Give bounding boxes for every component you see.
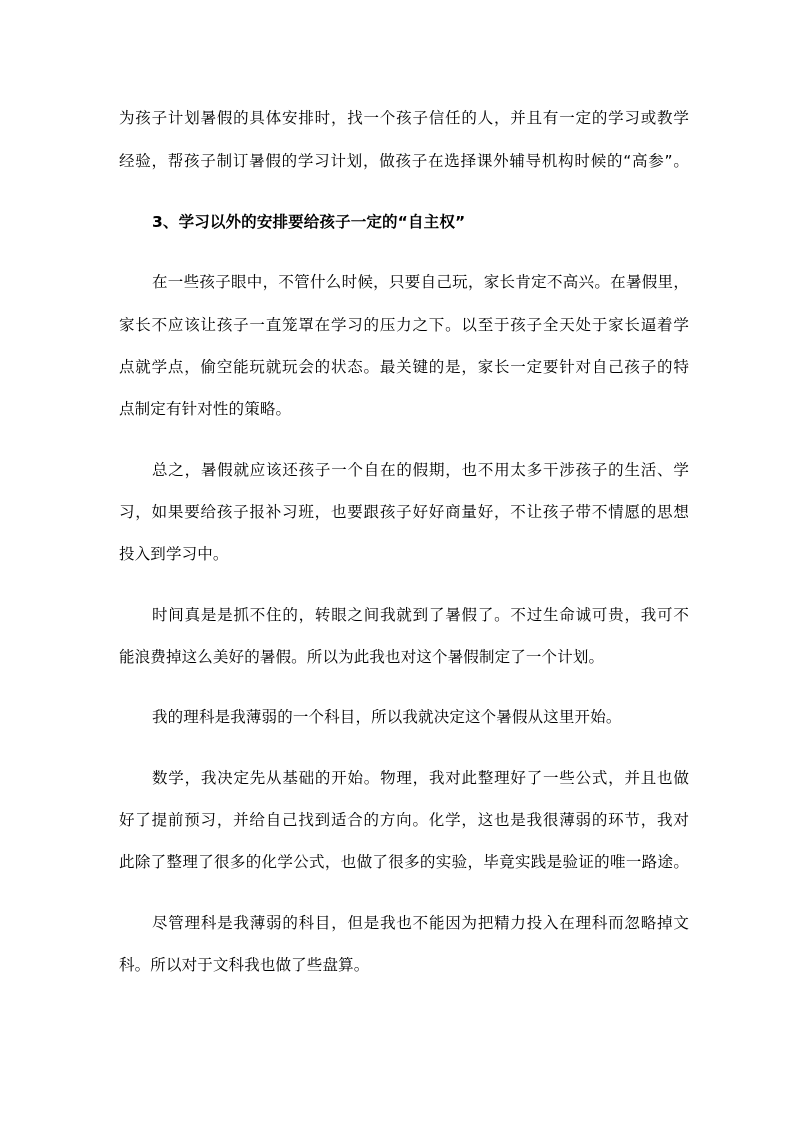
paragraph-line: 投入到学习中。 <box>119 545 229 563</box>
paragraph-line: 我的理科是我薄弱的一个科目，所以我就决定这个暑假从这里开始。 <box>152 708 622 726</box>
paragraph-line: 好了提前预习，并给自己找到适合的方向。化学，这也是我很薄弱的环节，我对 <box>119 811 689 829</box>
paragraph-line: 此除了整理了很多的化学公式，也做了很多的实验，毕竟实践是验证的唯一路途。 <box>119 853 689 871</box>
paragraph-line: 能浪费掉这么美好的暑假。所以为此我也对这个暑假制定了一个计划。 <box>119 648 605 666</box>
paragraph-line: 总之，暑假就应该还孩子一个自在的假期，也不用太多干涉孩子的生活、学 <box>152 461 689 479</box>
paragraph-line: 点就学点，偷空能玩就玩会的状态。最关键的是，家长一定要针对自己孩子的特 <box>119 358 689 376</box>
paragraph-line: 科。所以对于文科我也做了些盘算。 <box>119 956 370 974</box>
paragraph-line: 习，如果要给孩子报补习班，也要跟孩子好好商量好，不让孩子带不情愿的思想 <box>119 503 689 521</box>
section-heading: 3、学习以外的安排要给孩子一定的“自主权” <box>152 213 466 231</box>
paragraph-line: 时间真是是抓不住的，转眼之间我就到了暑假了。不过生命诚可贵，我可不 <box>152 606 689 624</box>
paragraph-line: 家长不应该让孩子一直笼罩在学习的压力之下。以至于孩子全天处于家长逼着学 <box>119 316 689 334</box>
paragraph-line: 尽管理科是我薄弱的科目，但是我也不能因为把精力投入在理科而忽略掉文 <box>152 914 689 932</box>
paragraph-line: 点制定有针对性的策略。 <box>119 400 292 418</box>
paragraph-line: 为孩子计划暑假的具体安排时，找一个孩子信任的人，并且有一定的学习或教学 <box>119 109 689 127</box>
paragraph-line: 经验，帮孩子制订暑假的学习计划，做孩子在选择课外辅导机构时候的“高参”。 <box>119 152 689 170</box>
paragraph-line: 数学，我决定先从基础的开始。物理，我对此整理好了一些公式，并且也做 <box>152 769 689 787</box>
paragraph-line: 在一些孩子眼中，不管什么时候，只要自己玩，家长肯定不高兴。在暑假里， <box>152 273 689 291</box>
